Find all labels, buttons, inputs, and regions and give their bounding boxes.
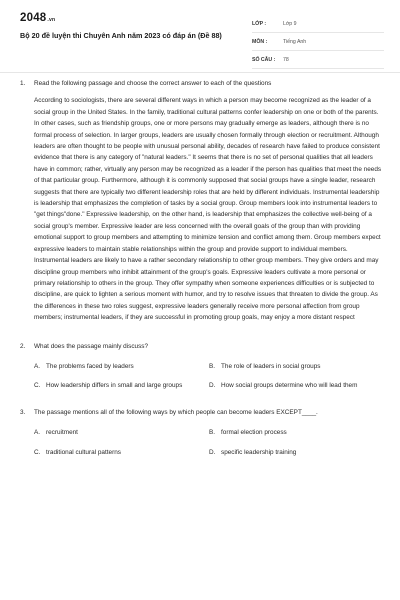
site-logo[interactable] <box>20 12 55 24</box>
question-prompt: Read the following passage and choose the correct answer to each of the questions <box>34 80 272 87</box>
question-number: 3. <box>20 408 26 416</box>
meta-key: MÔN : <box>252 38 268 45</box>
option-text: The problems faced by leaders <box>46 362 134 370</box>
question-number: 2. <box>20 342 26 350</box>
option-letter: A. <box>34 362 41 370</box>
header <box>0 0 400 72</box>
meta-row-subject <box>252 33 384 51</box>
meta-key: LỚP : <box>252 20 267 27</box>
option-text: formal election process <box>221 429 287 437</box>
option-c[interactable] <box>34 447 209 458</box>
question-number: 1. <box>20 80 26 87</box>
meta-key: SỐ CÂU : <box>252 56 276 63</box>
option-d[interactable] <box>209 447 384 458</box>
option-letter: C. <box>34 382 41 390</box>
option-a[interactable] <box>34 361 209 372</box>
document-meta <box>252 15 384 69</box>
logo-main: 2048 <box>20 12 47 24</box>
option-c[interactable] <box>34 380 209 391</box>
meta-value: Tiếng Anh <box>283 38 307 45</box>
passage-text: According to sociologists, there are several different ways in which a person may become recognized as the leader of a social group in the United States. In the family, traditional cultural patterns confer leadership on one or both of the parents. In other cases, such as friendship groups, one or more persons may gradually emerge as leaders, although there is no formal process of selection. In larger groups, leaders are usually chosen formally through election or recruitment. Although leaders are often thought to be people with unusual personal ability, decades of research have failed to produce consistent evidence that there is any category of "natural leaders." It seems that there is no set of personal qualities that all leaders have in common; rather, virtually any person may be recognized as a leader if the person has qualities that meet the needs of that particular group. Furthermore, although it is commonly supposed that social groups have a single leader, research suggests that there are typically two different leadership roles that are held by different individuals. Instrumental leadership is leadership that emphasizes the completion of tasks by a social group. Group members look into instrumental leaders to "get things"done." Expressive leadership, on the other hand, is leadership that emphasizes the collective well-being of a social group's member. Expressive leader are less concerned with the overall goals of the group than with providing emotional support to group members and attempting to minimize tension and conflict among them. Group members expect expressive leaders to maintain stable relationships within the group and provide support to individual members. Instrumental leaders are likely to have a rather secondary relationship to other group members. They give orders and may discipline group members who inhibit attainment of the group's goals. Expressive leaders cultivate a more personal or primary relationship to others in the group. They offer sympathy when someone experiences difficulties or is subjected to discipline, are quick to lighten a serious moment with humor, and try to resolve issues that threaten to divide the group. As the differences in these two roles suggest, expressive leaders generally receive more personal affection from group members; instrumental leaders, if they are successful in promoting group goals, may enjoy a more distant respect <box>34 97 382 322</box>
header-divider <box>0 72 400 73</box>
option-a[interactable] <box>34 427 209 438</box>
answer-options <box>34 427 384 466</box>
option-letter: B. <box>209 429 216 437</box>
question-1 <box>20 78 384 324</box>
meta-value: Lớp 9 <box>283 20 297 27</box>
answer-options <box>34 361 384 400</box>
option-b[interactable] <box>209 427 384 438</box>
question-prompt: The passage mentions all of the following ways by which people can become leaders EXCEPT____. <box>34 408 318 416</box>
reading-passage <box>34 95 384 323</box>
meta-row-class <box>252 15 384 33</box>
option-text: traditional cultural patterns <box>46 448 121 456</box>
option-letter: C. <box>34 448 41 456</box>
logo-domain: .vn <box>47 17 56 23</box>
question-3 <box>20 407 384 466</box>
meta-row-count <box>252 51 384 69</box>
meta-value: 78 <box>283 56 289 63</box>
question-prompt: What does the passage mainly discuss? <box>34 342 149 350</box>
option-letter: D. <box>209 448 216 456</box>
option-letter: B. <box>209 362 216 370</box>
document-title: Bộ 20 đề luyện thi Chuyên Anh năm 2023 có đáp án (Đề 88) <box>20 31 222 40</box>
option-text: recruitment <box>46 429 78 437</box>
option-letter: D. <box>209 382 216 390</box>
option-d[interactable] <box>209 380 384 391</box>
option-text: specific leadership training <box>221 448 297 456</box>
question-list <box>20 78 384 466</box>
option-text: How leadership differs in small and large groups <box>46 382 183 390</box>
option-letter: A. <box>34 429 41 437</box>
option-text: How social groups determine who will lead them <box>221 382 358 390</box>
option-text: The role of leaders in social groups <box>221 362 321 370</box>
option-b[interactable] <box>209 361 384 372</box>
question-2 <box>20 341 384 400</box>
